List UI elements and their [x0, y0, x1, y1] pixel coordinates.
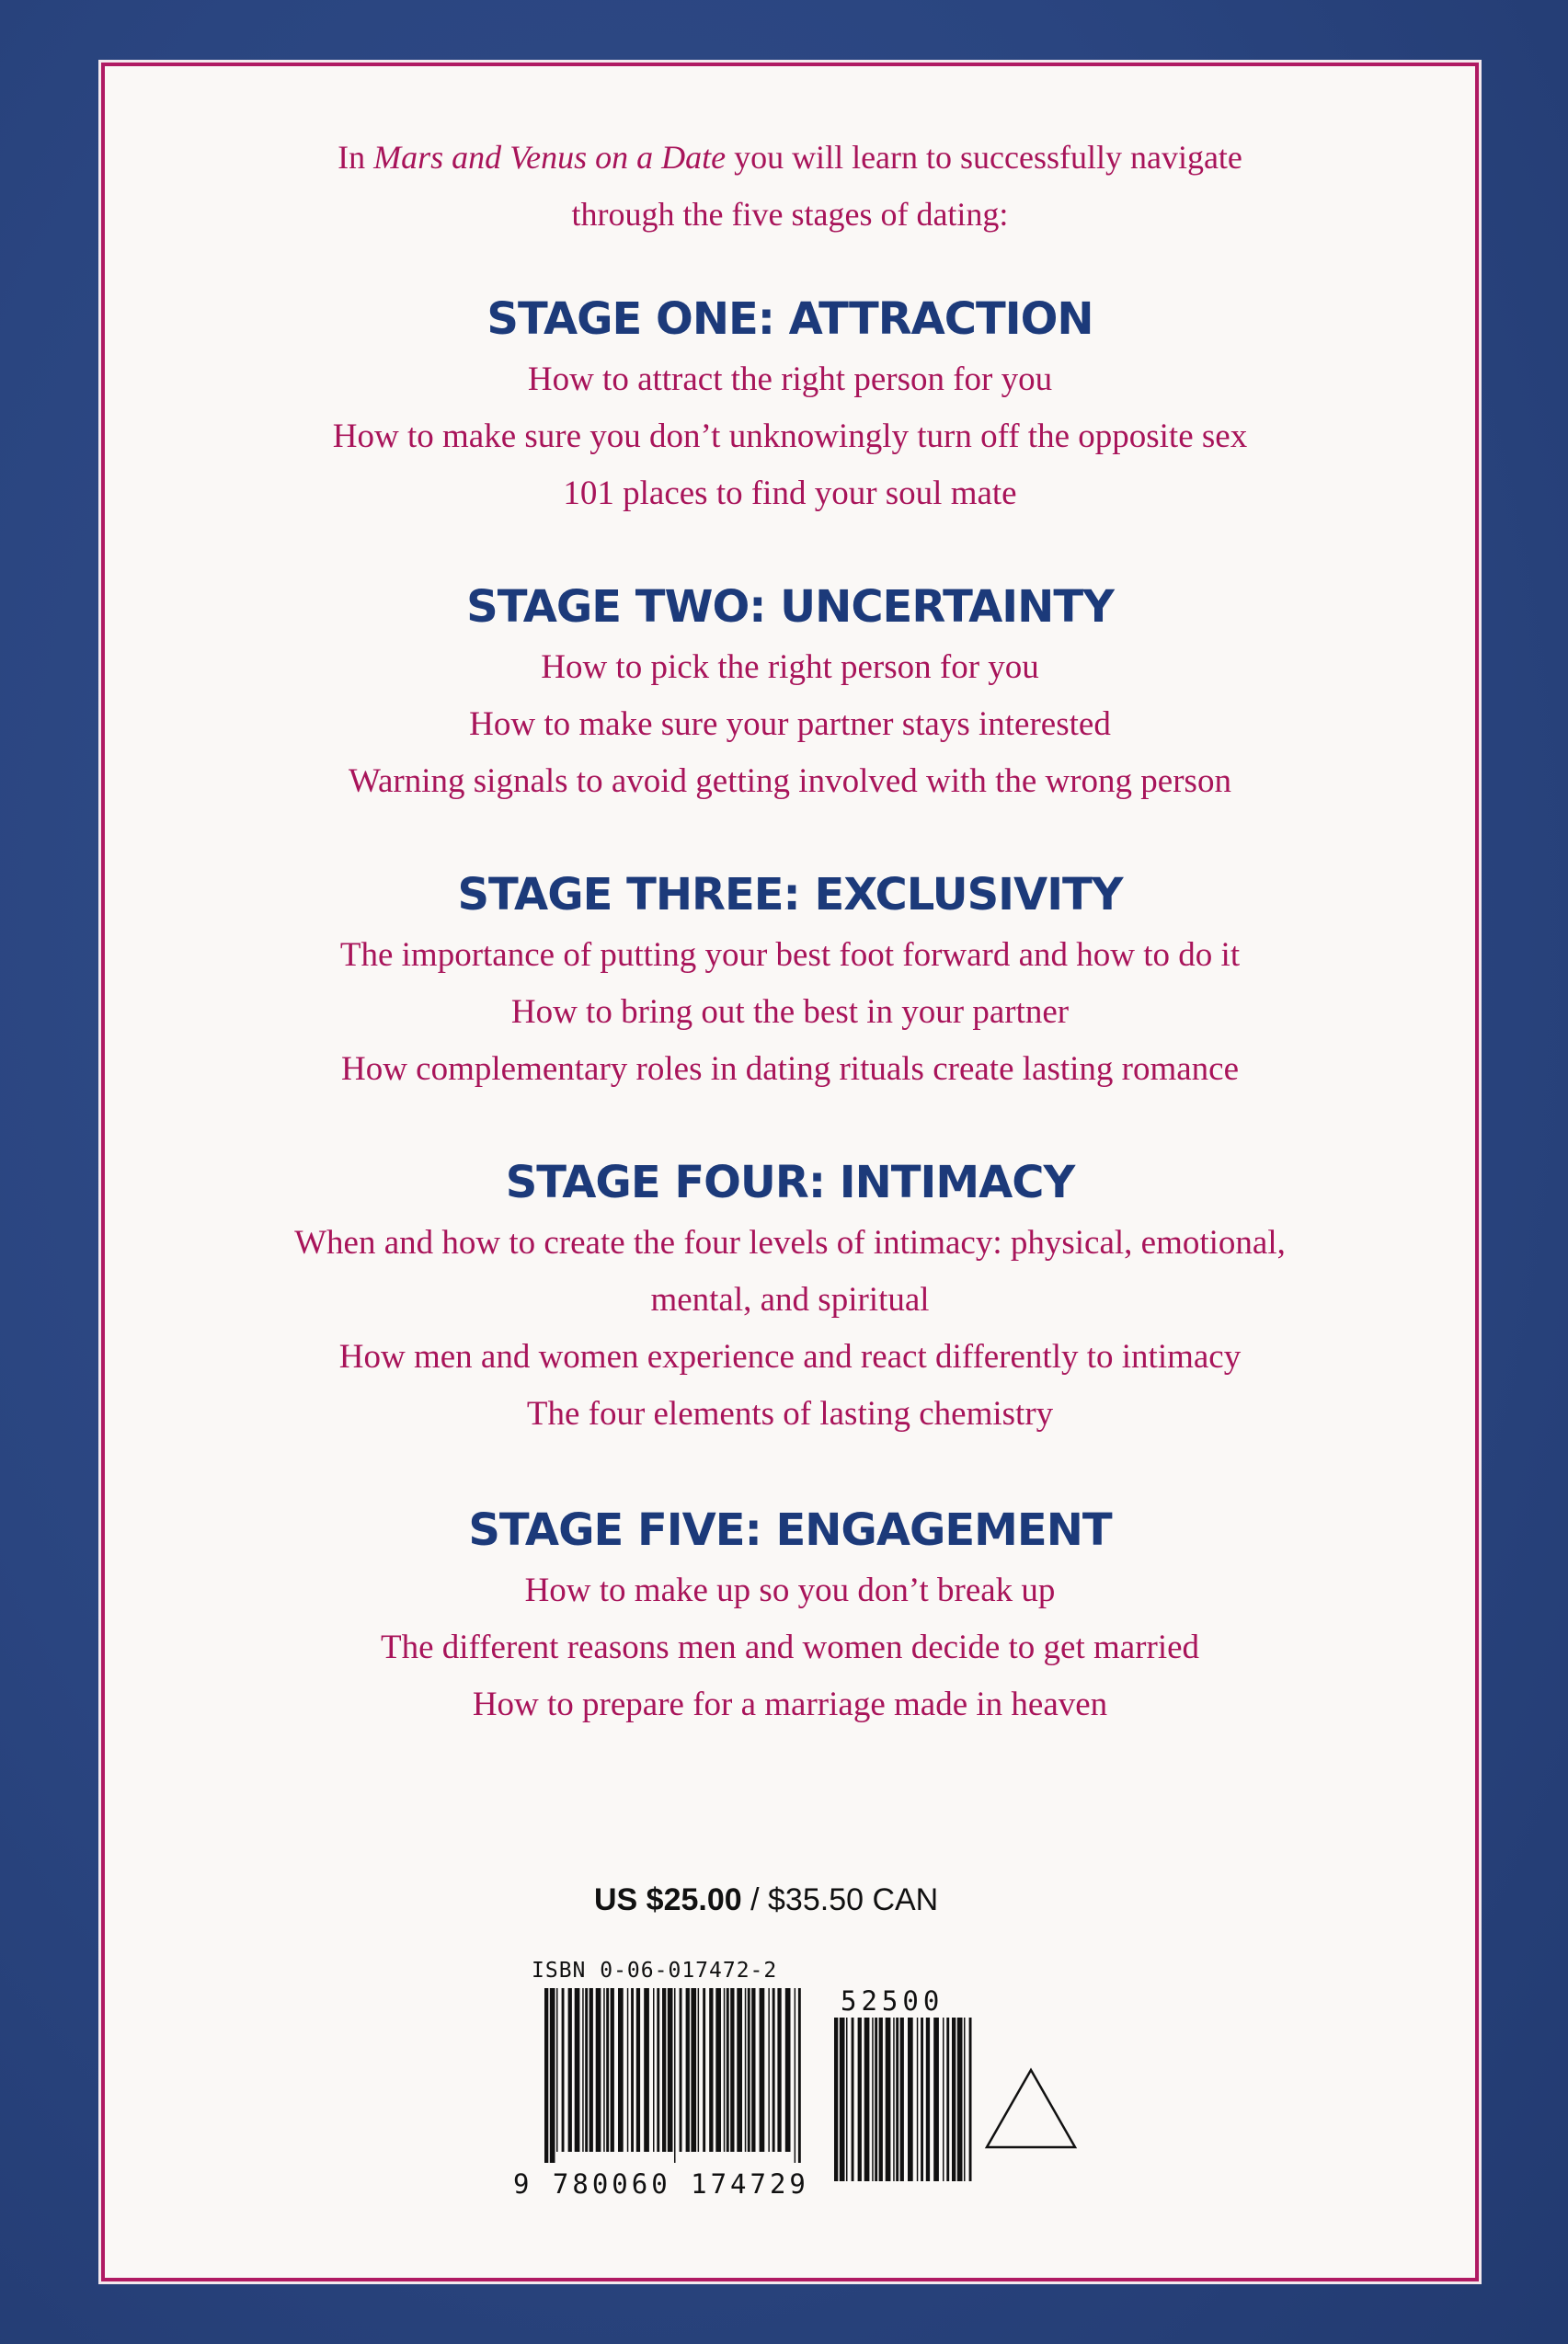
barcode-bar: [556, 1988, 558, 2152]
barcode-bar: [952, 2018, 956, 2181]
barcode-bar: [840, 2018, 845, 2181]
price-addon-barcode: [834, 2018, 972, 2192]
stage-title: STAGE TWO: UNCERTAINTY: [466, 581, 1114, 633]
stage-item: How to make sure your partner stays interested: [469, 705, 1111, 743]
isbn-label: ISBN 0-06-017472-2: [532, 1959, 778, 1983]
stage-title: STAGE ONE: ATTRACTION: [486, 293, 1093, 345]
intro-line-1-rest: you will learn to successfully navigate: [726, 139, 1242, 176]
barcode-bar: [872, 2018, 874, 2181]
stage-item: mental, and spiritual: [650, 1281, 930, 1319]
stage-items: [105, 351, 1475, 522]
barcode-bar: [900, 2018, 904, 2181]
price-us: US $25.00: [594, 1882, 742, 1917]
barcode-bar: [709, 1988, 713, 2152]
barcode-bar: [946, 2018, 949, 2181]
barcode-bar: [893, 2018, 895, 2181]
stage-item: How to make up so you don’t break up: [524, 1572, 1056, 1609]
price-label: [594, 1882, 938, 1918]
barcode-bar: [745, 1988, 747, 2152]
barcode-bar: [834, 2018, 838, 2181]
intro-line-2: through the five stages of dating:: [571, 196, 1009, 233]
barcode-bar: [864, 2018, 870, 2181]
triangle-logo-icon: [983, 2066, 1079, 2151]
barcode-bar: [957, 2018, 963, 2181]
barcode-bar: [715, 1988, 721, 2152]
barcode-bar: [582, 1988, 584, 2152]
barcode-bar: [585, 1988, 588, 2152]
barcode-bar: [760, 1988, 765, 2152]
barcode-bar: [627, 1988, 629, 2152]
price-can: $35.50 CAN: [768, 1882, 939, 1917]
barcode-bar: [879, 2018, 883, 2181]
barcode-bar: [544, 1988, 548, 2163]
stage-item: How to bring out the best in your partner: [510, 993, 1070, 1031]
barcode-bar: [691, 1988, 696, 2152]
stage-title: STAGE THREE: EXCLUSIVITY: [457, 869, 1123, 920]
stage-five: [105, 1498, 1475, 1733]
barcode-bar: [698, 1988, 700, 2152]
barcode-bar: [550, 1988, 555, 2163]
barcode-bar: [773, 1988, 775, 2152]
stage-item: The four elements of lasting chemistry: [526, 1395, 1054, 1433]
barcode-bar: [785, 1988, 791, 2152]
barcode-bar: [846, 2018, 848, 2181]
stage-two: [105, 575, 1475, 810]
stage-item: The different reasons men and women decide to get married: [380, 1629, 1200, 1666]
stage-item: How complementary roles in dating rituals create lasting romance: [340, 1050, 1240, 1088]
intro-text: [105, 129, 1475, 243]
barcode-bar: [886, 2018, 891, 2181]
stage-item: How to attract the right person for you: [527, 360, 1053, 398]
stage-item: How men and women experience and react differently to intimacy: [338, 1338, 1242, 1376]
barcode-bar: [751, 1988, 755, 2152]
barcode-bar: [727, 1988, 729, 2152]
price-separator: /: [741, 1882, 769, 1917]
barcode-bar: [606, 1988, 609, 2152]
barcode-bar: [575, 1988, 580, 2152]
barcode-bar: [926, 2018, 930, 2181]
barcode-bar: [777, 1988, 781, 2152]
stage-item: How to make sure you don’t unknowingly turn off the opposite sex: [332, 417, 1248, 455]
barcode-bar: [730, 1988, 734, 2152]
barcode-bar: [653, 1988, 655, 2152]
intro-prefix: In: [338, 139, 374, 176]
stage-item: The importance of putting your best foot forward and how to do it: [339, 936, 1241, 974]
intro-line-1: [105, 129, 1475, 186]
barcode-bar: [631, 1988, 634, 2152]
stage-items: [105, 1215, 1475, 1443]
barcode-bar: [603, 1988, 605, 2152]
barcode-bar: [703, 1988, 705, 2152]
stage-title: STAGE FIVE: ENGAGEMENT: [468, 1504, 1112, 1556]
stage-item: How to prepare for a marriage made in heaven: [472, 1686, 1108, 1723]
stage-items: [105, 639, 1475, 810]
barcode-bar: [596, 1988, 601, 2152]
barcode-bar: [933, 2018, 939, 2181]
stage-item: 101 places to find your soul mate: [563, 475, 1017, 512]
barcode-bar: [636, 1988, 640, 2152]
barcode-bar: [737, 1988, 742, 2152]
barcode-bar: [644, 1988, 649, 2152]
barcode-bar: [568, 1988, 572, 2152]
stage-four: [105, 1150, 1475, 1443]
barcode-bar: [748, 1988, 750, 2152]
barcode-bar: [798, 1988, 801, 2163]
barcode-bar: [768, 1988, 770, 2152]
stage-items: [105, 1562, 1475, 1733]
barcode-bar: [858, 2018, 862, 2181]
price-addon-digits: 52500: [841, 1985, 944, 2017]
stage-three: [105, 863, 1475, 1098]
intro-book-title: Mars and Venus on a Date: [373, 139, 727, 176]
barcode-bar: [964, 2018, 966, 2181]
stage-title: STAGE FOUR: INTIMACY: [505, 1157, 1075, 1208]
barcode-bar: [686, 1988, 690, 2152]
barcode-bar: [674, 1988, 676, 2163]
barcode-bar: [917, 2018, 919, 2181]
barcode-bar: [969, 2018, 972, 2181]
stage-item: Warning signals to avoid getting involved with the wrong person: [349, 762, 1231, 800]
barcode-bar: [668, 1988, 673, 2152]
barcode-bar: [896, 2018, 898, 2181]
barcode-bar: [943, 2018, 944, 2181]
barcode-bar: [875, 2018, 877, 2181]
barcode-bar: [908, 2018, 913, 2181]
barcode-bar: [618, 1988, 624, 2152]
barcode-digits: 9 780060 174729: [513, 2168, 809, 2200]
stage-item: When and how to create the four levels of intimacy: physical, emotional,: [294, 1224, 1286, 1262]
barcode-bar: [852, 2018, 854, 2181]
barcode-bar: [589, 1988, 593, 2152]
barcode-bar: [724, 1988, 726, 2152]
stage-item: How to pick the right person for you: [541, 648, 1039, 686]
content-panel: [105, 66, 1475, 2278]
barcode-bar: [680, 1988, 682, 2152]
barcode-bar: [795, 1988, 796, 2163]
stage-one: [105, 287, 1475, 522]
barcode-bar: [921, 2018, 923, 2181]
barcode-bar: [662, 1988, 666, 2152]
barcode-bar: [562, 1988, 565, 2152]
stage-items: [105, 927, 1475, 1098]
barcode-bar: [657, 1988, 659, 2152]
isbn-barcode: [544, 1988, 802, 2163]
barcode-bar: [611, 1988, 614, 2152]
